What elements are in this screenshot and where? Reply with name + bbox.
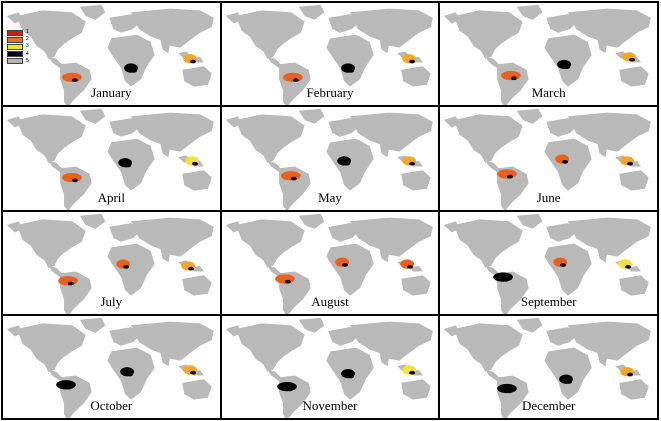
hotspot-core: [407, 264, 413, 268]
hotspot: [494, 272, 514, 281]
hotspot-core: [131, 69, 137, 73]
hotspot-core: [511, 76, 517, 80]
hotspot-core: [625, 264, 631, 268]
hotspot-core: [72, 78, 78, 82]
map-panel-august: [221, 211, 440, 315]
hotspot-core: [562, 160, 568, 164]
map-panel-may: [221, 106, 440, 210]
hotspot-core: [409, 371, 415, 375]
month-label: October: [90, 398, 133, 413]
legend-label: 2: [26, 36, 29, 43]
hotspot-core: [342, 263, 348, 267]
map-panel-january: [2, 2, 221, 106]
month-label: November: [302, 398, 358, 413]
month-label: March: [531, 85, 566, 101]
map-panel-september: [439, 211, 658, 315]
hotspot-core: [627, 162, 633, 166]
hotspot-core: [287, 387, 293, 391]
hotspot: [497, 384, 517, 393]
map-panel-june: [439, 106, 658, 210]
legend-item: [7, 36, 29, 43]
hotspot-core: [72, 179, 78, 183]
hotspot-core: [409, 60, 415, 64]
hotspot-core: [560, 263, 566, 267]
hotspot-core: [348, 69, 354, 73]
hotspot-core: [127, 372, 133, 376]
hotspot-core: [192, 162, 198, 166]
hotspot: [56, 380, 76, 389]
hotspot-core: [125, 164, 131, 168]
legend-swatch: [7, 58, 23, 64]
legend-swatch: [7, 44, 23, 50]
hotspot-core: [344, 162, 350, 166]
month-label: May: [318, 189, 342, 205]
hotspot: [62, 73, 82, 82]
hotspot-core: [564, 65, 570, 69]
legend-swatch: [7, 37, 23, 43]
hotspot-core: [188, 266, 194, 270]
legend-item: [7, 58, 29, 65]
legend-label: 3: [26, 43, 29, 50]
legend-item: [7, 29, 29, 36]
hotspot: [497, 170, 517, 179]
hotspot-core: [190, 371, 196, 375]
map-panel-october: [2, 315, 221, 419]
hotspot-core: [503, 277, 509, 281]
hotspot-core: [409, 162, 415, 166]
hotspot-core: [348, 374, 354, 378]
hotspot-core: [190, 60, 196, 64]
legend-label: 1: [26, 29, 29, 36]
legend-swatch: [7, 30, 23, 36]
legend-label: 4: [26, 50, 29, 57]
map-panel-november: [221, 315, 440, 419]
month-label: September: [520, 293, 577, 309]
hotspot-core: [66, 385, 72, 389]
month-label: July: [100, 293, 123, 309]
map-panel-december: [439, 315, 658, 419]
map-panel-july: [2, 211, 221, 315]
hotspot-core: [566, 380, 572, 384]
map-panel-march: [439, 2, 658, 106]
month-label: April: [97, 189, 126, 205]
legend-item: [7, 43, 29, 50]
hotspot-core: [627, 372, 633, 376]
map-grid: [1, 1, 659, 420]
legend-item: [7, 51, 29, 58]
month-label: February: [306, 85, 354, 101]
legend: [7, 29, 29, 65]
map-panel-april: [2, 106, 221, 210]
map-panel-february: [221, 2, 440, 106]
hotspot: [58, 276, 78, 285]
legend-label: 5: [26, 57, 29, 64]
hotspot: [281, 171, 301, 180]
hotspot-core: [123, 264, 129, 268]
hotspot-core: [293, 78, 299, 82]
hotspot-core: [68, 281, 74, 285]
hotspot: [62, 173, 82, 182]
hotspot: [277, 382, 297, 391]
hotspot: [283, 73, 303, 82]
month-label: August: [311, 293, 349, 309]
month-label: January: [91, 85, 132, 101]
hotspot-core: [507, 175, 513, 179]
hotspot-core: [291, 177, 297, 181]
month-label: December: [521, 398, 576, 413]
hotspot-core: [285, 279, 291, 283]
legend-swatch: [7, 51, 23, 57]
hotspot: [275, 274, 295, 283]
hotspot-core: [629, 58, 635, 62]
hotspot: [501, 71, 521, 80]
hotspot-core: [507, 389, 513, 393]
month-label: June: [536, 189, 561, 205]
